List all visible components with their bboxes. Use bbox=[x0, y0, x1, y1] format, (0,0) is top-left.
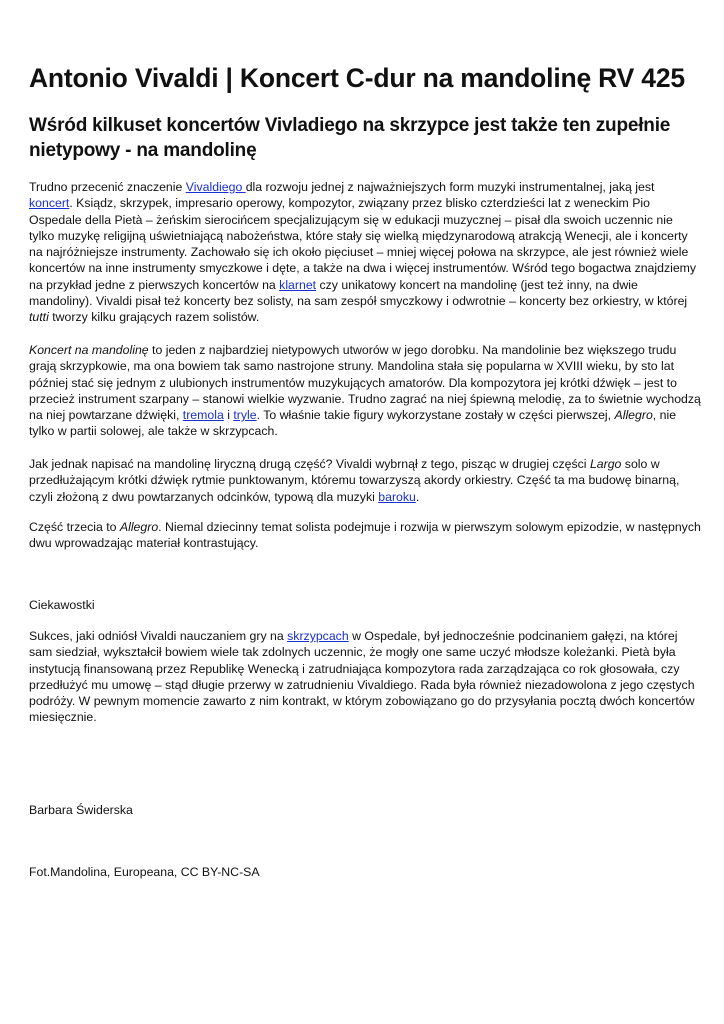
link-tremola[interactable]: tremola bbox=[182, 408, 224, 423]
text-run: Trudno przecenić znaczenie bbox=[29, 180, 186, 194]
italic-allegro: Allegro bbox=[119, 520, 159, 534]
text-run: . To właśnie takie figury wykorzystane zostały w części pierwszej, bbox=[256, 408, 615, 423]
italic-largo: Largo bbox=[589, 457, 622, 471]
text-run: solo w przedłużającym krótki dźwięk rytmie punktowanym, któremu towarzyszą akordy orkiestry. Część ta ma budowę binarną, czyli złożoną z dwu powtarzanych odcinków, typową dla muzyki bbox=[29, 457, 680, 504]
italic-allegro: Allegro bbox=[614, 408, 653, 423]
text-run: Część trzecia to bbox=[29, 520, 120, 534]
link-baroku[interactable]: baroku bbox=[378, 489, 416, 504]
text-run: , nie tylko w partii solowej, ale także w skrzypcach. bbox=[29, 408, 677, 439]
text-run: . Niemal dziecinny temat solista podejmuje i rozwija w pierwszym solowym epizodzie, w następnych dwu wprowadzając materiał kontrastujący. bbox=[29, 520, 701, 551]
link-koncert[interactable]: koncert bbox=[29, 196, 70, 211]
link-vivaldiego[interactable]: Vivaldiego bbox=[185, 180, 246, 194]
text-run: i bbox=[223, 408, 234, 423]
text-run: . Ksiądz, skrzypek, impresario operowy, kompozytor, związany przez blisko czterdzieści lat z weneckim Pio Ospedale della Pietà – żeńskim sierocińcem specjalizującym się w edukacji muzycznej – pisał dla swoich uczennic nie tylko muzykę religijną uświetniającą nabożeństwa, które stały się wielką międzynarodową atrakcją Wenecji, ale i koncerty na najróżniejsze instrumenty. Zachowało się ich około pięciuset – mniej więcej połowa na skrzypce, ale jest również wiele koncertów na inne instrumenty smyczkowe i dęte, a także na dwa i więcej instrumentów. Wśród tego bogactwa znajdziemy na przykład jedne z pierwszych koncertów na bbox=[29, 196, 697, 292]
text-run: . bbox=[415, 489, 420, 504]
section-heading-ciekawostki: Ciekawostki bbox=[29, 598, 95, 612]
link-klarnet[interactable]: klarnet bbox=[279, 277, 317, 292]
paragraph-second-movement bbox=[29, 456, 701, 505]
text-run: tworzy kilku grających razem solistów. bbox=[48, 310, 260, 325]
italic-tutti: tutti bbox=[29, 310, 49, 325]
text-run: Sukces, jaki odniósł Vivaldi nauczaniem gry na bbox=[29, 629, 288, 643]
paragraph-mandolin-concerto bbox=[29, 342, 701, 440]
link-skrzypcach[interactable]: skrzypcach bbox=[287, 629, 349, 643]
text-run: czy unikatowy koncert na mandolinę (jest też inny, na dwie mandoliny). Vivaldi pisał też koncerty bez solisty, na sam zespół smyczkowy i odwrotnie – koncerty bez orkiestry, w której bbox=[29, 277, 688, 309]
author-name: Barbara Świderska bbox=[29, 803, 133, 817]
text-run: to jeden z najbardziej nietypowych utworów w jego dorobku. Na mandolinie bez większego trudu grają skrzypkowie, ma ona bowiem tak samo nastrojone struny. Mandolina stała się popularna w XVIII wieku, by sto lat później stać się jednym z ulubionych instrumentów muzykujących amatorów. Dla kompozytora jej krótki dźwięk – jest to przecież instrument szarpany – stanowi wielkie wyzwanie. Trudno zagrać na niej śpiewną melodię, za to świetnie wychodzą na niej powtarzane dźwięki, bbox=[29, 343, 701, 423]
italic-koncert-na-mandoline: Koncert na mandolinę bbox=[29, 343, 149, 357]
paragraph-third-movement bbox=[29, 519, 701, 552]
page-subtitle: Wśród kilkuset koncertów Vivladiego na skrzypce jest także ten zupełnie nietypowy - na mandolinę bbox=[29, 115, 671, 161]
photo-credit: Fot.Mandolina, Europeana, CC BY-NC-SA bbox=[29, 865, 260, 879]
link-tryle[interactable]: tryle bbox=[233, 408, 257, 423]
text-run: dla rozwoju jednej z najważniejszych form muzyki instrumentalnej, jaką jest bbox=[245, 180, 655, 194]
text-run: w Ospedale, był jednocześnie podcinaniem gałęzi, na której sam siedział, wykształcił bowiem wiele tak zdolnych uczennic, że mogły one same uczyć młodsze koleżanki. Pietà była instytucją finansowaną przez Republikę Wenecką i zatrudniająca kompozytora rada zarządzająca co rok głosowała, czy przedłużyć mu umowę – stąd długie przerwy w zatrudnieniu Vivaldiego. Rada była również niezadowolona z jego częstych podróży. W pewnym momencie zawarto z nim kontrakt, w którym zobowiązano go do przysyłania pocztą dwóch koncertów miesięcznie. bbox=[29, 629, 695, 725]
paragraph-intro bbox=[29, 179, 701, 326]
paragraph-trivia bbox=[29, 628, 701, 726]
page-title: Antonio Vivaldi | Koncert C-dur na mandolinę RV 425 bbox=[29, 63, 685, 93]
text-run: Jak jednak napisać na mandolinę liryczną drugą część? Vivaldi wybrnął z tego, pisząc w drugiej części bbox=[29, 457, 590, 471]
